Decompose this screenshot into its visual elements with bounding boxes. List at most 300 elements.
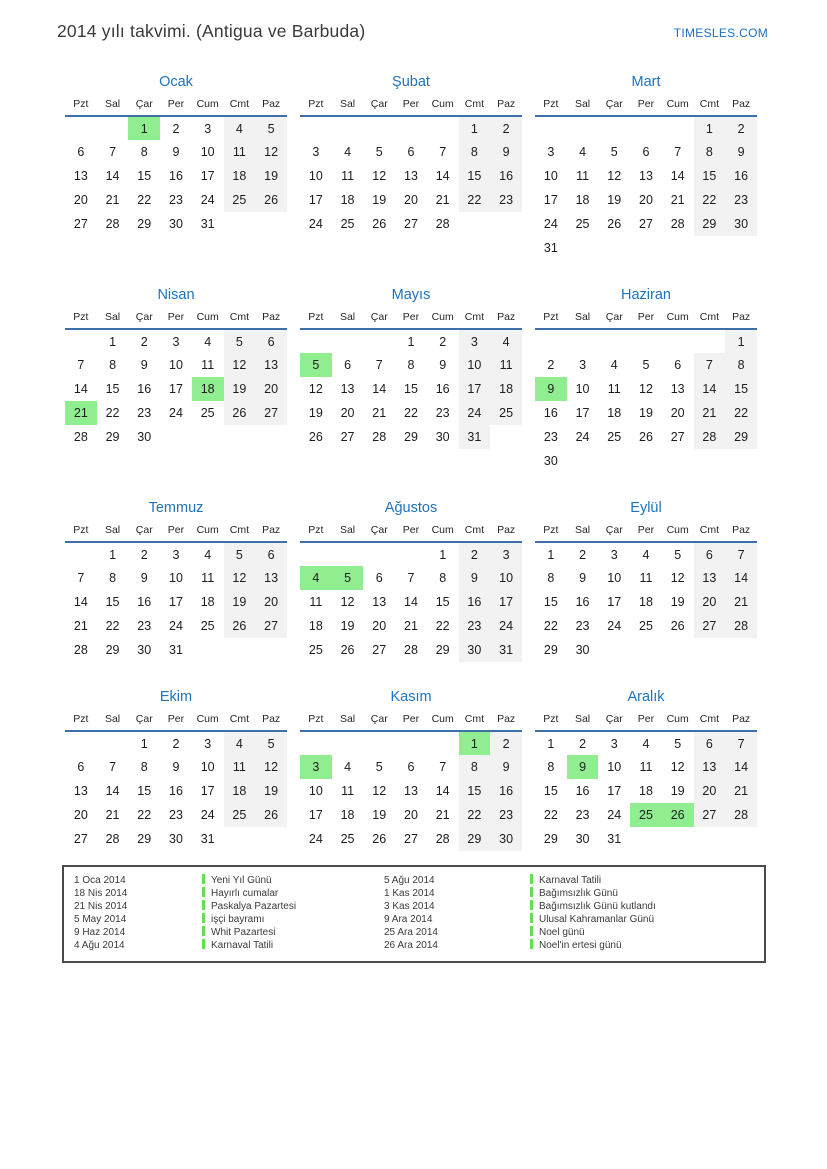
empty-cell xyxy=(598,116,630,140)
day-cell: 26 xyxy=(639,430,653,444)
weekday-header: Sal xyxy=(567,522,599,542)
legend-date: 9 Haz 2014 xyxy=(74,927,126,938)
weekday-header: Paz xyxy=(490,96,522,116)
day-cell: 7 xyxy=(375,358,383,372)
weekday-header: Sal xyxy=(567,711,599,731)
day-cell: 25 xyxy=(224,188,256,212)
month-block-2 xyxy=(300,72,522,236)
empty-cell xyxy=(160,425,192,449)
day-cell: 23 xyxy=(169,193,183,207)
day-cell: 7 xyxy=(439,145,447,159)
day-cell: 2 xyxy=(140,334,148,349)
month-block-6 xyxy=(535,285,757,473)
day-cell: 27 xyxy=(404,832,418,846)
day-cell: 3 xyxy=(204,121,212,136)
day-cell: 22 xyxy=(137,193,152,207)
weekday-header: Pzt xyxy=(65,522,97,542)
timesles-site-link[interactable]: TIMESLES.COM xyxy=(673,26,768,40)
day-cell: 14 xyxy=(105,784,120,798)
day-cell: 6 xyxy=(255,329,287,353)
day-cell: 22 xyxy=(694,188,726,212)
day-cell: 28 xyxy=(372,430,387,444)
day-cell: 6 xyxy=(642,145,650,159)
day-cell: 17 xyxy=(169,595,183,609)
day-cell: 13 xyxy=(404,169,418,183)
day-cell: 30 xyxy=(169,217,183,231)
weekday-header: Per xyxy=(395,309,427,329)
day-cell: 19 xyxy=(670,784,685,798)
day-cell: 6 xyxy=(344,358,352,372)
weekday-header: Pzt xyxy=(65,96,97,116)
day-cell: 19 xyxy=(224,377,256,401)
legend-holiday-entry xyxy=(202,874,382,887)
holiday-marker-icon xyxy=(530,887,533,897)
day-cell: 7 xyxy=(77,358,85,372)
day-cell: 27 xyxy=(255,401,287,425)
day-cell: 24 xyxy=(308,217,323,231)
day-cell: 27 xyxy=(639,217,653,231)
day-cell: 10 xyxy=(169,571,183,585)
empty-cell xyxy=(300,542,332,566)
weekday-header: Paz xyxy=(725,522,757,542)
day-cell: 3 xyxy=(172,547,180,562)
day-cell: 9 xyxy=(172,760,180,774)
month-title: Ocak xyxy=(159,74,193,90)
day-cell: 17 xyxy=(200,169,215,183)
legend-holiday-entry xyxy=(202,900,382,913)
day-cell: 1 xyxy=(547,736,555,751)
legend-date: 4 Ağu 2014 xyxy=(74,940,125,951)
empty-cell xyxy=(363,542,395,566)
day-cell: 13 xyxy=(73,169,88,183)
day-cell: 4 xyxy=(204,547,212,562)
day-cell: 10 xyxy=(543,169,558,183)
day-cell: 22 xyxy=(543,619,558,633)
legend-holiday-entry xyxy=(530,874,758,887)
empty-cell xyxy=(255,425,287,449)
weekday-header: Per xyxy=(395,96,427,116)
day-cell: 16 xyxy=(725,164,757,188)
legend-date: 5 May 2014 xyxy=(74,914,127,925)
empty-cell xyxy=(694,827,726,851)
day-cell: 12 xyxy=(670,760,685,774)
day-cell: 21 xyxy=(725,590,757,614)
weekday-header: Per xyxy=(395,711,427,731)
day-cell: 12 xyxy=(670,571,685,585)
day-cell: 20 xyxy=(404,193,418,207)
day-cell: 5 xyxy=(332,566,364,590)
day-cell: 13 xyxy=(372,595,387,609)
empty-cell xyxy=(255,638,287,662)
day-cell: 6 xyxy=(694,542,726,566)
legend-date: 9 Ara 2014 xyxy=(384,914,433,925)
day-cell: 4 xyxy=(224,116,256,140)
day-cell: 4 xyxy=(579,145,587,159)
weekday-header: Sal xyxy=(332,309,364,329)
empty-cell xyxy=(662,638,694,662)
day-cell: 5 xyxy=(300,353,332,377)
empty-cell xyxy=(567,329,599,353)
day-cell: 12 xyxy=(224,353,256,377)
weekday-header: Sal xyxy=(97,309,129,329)
weekday-header: Paz xyxy=(255,96,287,116)
legend-date: 3 Kas 2014 xyxy=(384,901,435,912)
day-cell: 26 xyxy=(372,217,387,231)
day-cell: 21 xyxy=(73,619,88,633)
empty-cell xyxy=(224,638,256,662)
weekday-header: Çar xyxy=(598,522,630,542)
day-cell: 22 xyxy=(404,406,418,420)
month-title: Ağustos xyxy=(384,500,438,516)
weekday-header: Paz xyxy=(725,309,757,329)
day-cell: 26 xyxy=(662,803,694,827)
legend-date: 5 Ağu 2014 xyxy=(384,875,435,886)
day-cell: 21 xyxy=(105,808,120,822)
day-cell: 5 xyxy=(224,329,256,353)
day-cell: 26 xyxy=(255,188,287,212)
empty-cell xyxy=(332,116,364,140)
day-cell: 22 xyxy=(725,401,757,425)
empty-cell xyxy=(725,638,757,662)
day-cell: 3 xyxy=(459,329,491,353)
empty-cell xyxy=(395,731,427,755)
day-cell: 17 xyxy=(490,590,522,614)
day-cell: 29 xyxy=(105,643,120,657)
weekday-header: Cmt xyxy=(694,522,726,542)
empty-cell xyxy=(255,212,287,236)
day-cell: 8 xyxy=(459,755,491,779)
day-cell: 7 xyxy=(109,760,117,774)
day-cell: 31 xyxy=(200,832,215,846)
month-block-11 xyxy=(300,687,522,851)
day-cell: 24 xyxy=(169,406,183,420)
day-cell: 9 xyxy=(172,145,180,159)
day-cell: 19 xyxy=(340,619,355,633)
day-cell: 14 xyxy=(105,169,120,183)
page-title: 2014 yılı takvimi. (Antigua ve Barbuda) xyxy=(57,21,366,41)
day-cell: 21 xyxy=(65,401,97,425)
weekday-header: Per xyxy=(160,96,192,116)
day-cell: 13 xyxy=(404,784,418,798)
legend-holiday-name: Whit Pazartesi xyxy=(211,927,276,938)
day-cell: 14 xyxy=(372,382,387,396)
weekday-header: Pzt xyxy=(535,522,567,542)
day-cell: 31 xyxy=(459,425,491,449)
weekday-header: Per xyxy=(160,711,192,731)
month-table xyxy=(65,96,287,236)
day-cell: 9 xyxy=(490,140,522,164)
day-cell: 23 xyxy=(725,188,757,212)
day-cell: 29 xyxy=(404,430,418,444)
day-cell: 19 xyxy=(308,406,323,420)
day-cell: 17 xyxy=(459,377,491,401)
day-cell: 8 xyxy=(140,760,148,774)
weekday-header: Çar xyxy=(363,522,395,542)
month-block-10 xyxy=(65,687,287,851)
day-cell: 5 xyxy=(224,542,256,566)
legend-holiday-name: Noel günü xyxy=(539,927,585,938)
empty-cell xyxy=(567,449,599,473)
day-cell: 25 xyxy=(490,401,522,425)
empty-cell xyxy=(630,827,662,851)
day-cell: 3 xyxy=(312,145,320,159)
weekday-header: Cum xyxy=(192,711,224,731)
day-cell: 27 xyxy=(255,614,287,638)
day-cell: 6 xyxy=(77,760,85,774)
legend-holiday-name: Bağımsızlık Günü xyxy=(539,888,618,899)
empty-cell xyxy=(255,827,287,851)
month-title: Mart xyxy=(631,74,661,90)
day-cell: 7 xyxy=(407,571,415,585)
day-cell: 15 xyxy=(137,169,152,183)
legend-holiday-entry xyxy=(202,926,382,939)
empty-cell xyxy=(363,731,395,755)
month-block-4 xyxy=(65,285,287,449)
day-cell: 29 xyxy=(543,832,558,846)
day-cell: 6 xyxy=(407,760,415,774)
day-cell: 4 xyxy=(344,145,352,159)
day-cell: 12 xyxy=(639,382,653,396)
day-cell: 30 xyxy=(435,430,450,444)
day-cell: 14 xyxy=(725,755,757,779)
day-cell: 2 xyxy=(547,358,555,372)
legend-holiday-entry xyxy=(530,900,758,913)
day-cell: 31 xyxy=(607,832,622,846)
month-table xyxy=(300,522,522,662)
empty-cell xyxy=(395,116,427,140)
day-cell: 27 xyxy=(694,614,726,638)
day-cell: 5 xyxy=(255,731,287,755)
month-title: Aralık xyxy=(627,689,665,705)
day-cell: 29 xyxy=(725,425,757,449)
weekday-header: Sal xyxy=(332,522,364,542)
day-cell: 7 xyxy=(725,542,757,566)
day-cell: 24 xyxy=(200,808,215,822)
empty-cell xyxy=(598,329,630,353)
day-cell: 12 xyxy=(255,140,287,164)
empty-cell xyxy=(224,827,256,851)
weekday-header: Per xyxy=(160,522,192,542)
day-cell: 28 xyxy=(73,643,88,657)
month-table xyxy=(300,711,522,851)
day-cell: 21 xyxy=(105,193,120,207)
empty-cell xyxy=(725,236,757,260)
day-cell: 3 xyxy=(490,542,522,566)
day-cell: 20 xyxy=(639,193,653,207)
empty-cell xyxy=(192,425,224,449)
day-cell: 23 xyxy=(169,808,183,822)
day-cell: 23 xyxy=(137,619,152,633)
legend-holiday-name: Yeni Yıl Günü xyxy=(211,875,272,886)
weekday-header: Paz xyxy=(255,522,287,542)
empty-cell xyxy=(598,236,630,260)
empty-cell xyxy=(662,329,694,353)
day-cell: 7 xyxy=(725,731,757,755)
day-cell: 18 xyxy=(639,784,653,798)
weekday-header: Cum xyxy=(662,309,694,329)
day-cell: 13 xyxy=(73,784,88,798)
weekday-header: Per xyxy=(630,522,662,542)
day-cell: 2 xyxy=(172,121,180,136)
holiday-marker-icon xyxy=(530,874,533,884)
day-cell: 29 xyxy=(543,643,558,657)
weekday-header: Cum xyxy=(662,711,694,731)
empty-cell xyxy=(630,638,662,662)
day-cell: 8 xyxy=(725,353,757,377)
day-cell: 25 xyxy=(575,217,590,231)
weekday-header: Cum xyxy=(427,711,459,731)
month-table xyxy=(300,309,522,449)
day-cell: 25 xyxy=(340,832,355,846)
day-cell: 9 xyxy=(567,755,599,779)
day-cell: 18 xyxy=(224,779,256,803)
weekday-header: Sal xyxy=(97,522,129,542)
day-cell: 10 xyxy=(575,382,590,396)
day-cell: 8 xyxy=(109,358,117,372)
legend-holiday-name: Karnaval Tatili xyxy=(539,875,602,886)
day-cell: 23 xyxy=(459,614,491,638)
legend-date: 1 Oca 2014 xyxy=(74,875,126,886)
day-cell: 18 xyxy=(639,595,653,609)
day-cell: 20 xyxy=(694,590,726,614)
day-cell: 4 xyxy=(300,566,332,590)
day-cell: 3 xyxy=(172,334,180,349)
day-cell: 10 xyxy=(169,358,183,372)
day-cell: 1 xyxy=(140,736,148,751)
weekday-header: Çar xyxy=(128,522,160,542)
day-cell: 24 xyxy=(607,808,622,822)
day-cell: 23 xyxy=(543,430,558,444)
day-cell: 11 xyxy=(639,571,653,585)
day-cell: 2 xyxy=(579,547,587,562)
month-title: Mayıs xyxy=(391,287,431,303)
day-cell: 9 xyxy=(535,377,567,401)
day-cell: 30 xyxy=(575,643,590,657)
day-cell: 15 xyxy=(543,595,558,609)
day-cell: 15 xyxy=(459,164,491,188)
day-cell: 9 xyxy=(140,358,148,372)
day-cell: 16 xyxy=(169,169,183,183)
holiday-marker-icon xyxy=(202,926,205,936)
day-cell: 8 xyxy=(439,571,447,585)
day-cell: 23 xyxy=(575,619,590,633)
holiday-marker-icon xyxy=(202,900,205,910)
day-cell: 2 xyxy=(725,116,757,140)
day-cell: 26 xyxy=(670,619,685,633)
empty-cell xyxy=(97,116,129,140)
empty-cell xyxy=(630,329,662,353)
month-table xyxy=(535,522,757,662)
day-cell: 4 xyxy=(224,731,256,755)
legend-holiday-entry xyxy=(530,939,758,952)
day-cell: 9 xyxy=(140,571,148,585)
day-cell: 7 xyxy=(439,760,447,774)
weekday-header: Sal xyxy=(332,96,364,116)
day-cell: 18 xyxy=(224,164,256,188)
day-cell: 3 xyxy=(300,755,332,779)
day-cell: 31 xyxy=(543,241,558,255)
day-cell: 21 xyxy=(725,779,757,803)
day-cell: 20 xyxy=(73,193,88,207)
month-title: Temmuz xyxy=(148,500,204,516)
day-cell: 29 xyxy=(137,217,152,231)
day-cell: 28 xyxy=(435,832,450,846)
day-cell: 27 xyxy=(670,430,685,444)
day-cell: 29 xyxy=(694,212,726,236)
day-cell: 11 xyxy=(341,784,355,798)
empty-cell xyxy=(427,731,459,755)
day-cell: 4 xyxy=(344,760,352,774)
month-title: Eylül xyxy=(630,500,662,516)
day-cell: 1 xyxy=(694,116,726,140)
empty-cell xyxy=(598,638,630,662)
day-cell: 14 xyxy=(435,169,450,183)
day-cell: 18 xyxy=(490,377,522,401)
day-cell: 28 xyxy=(725,803,757,827)
legend-date: 21 Nis 2014 xyxy=(74,901,128,912)
day-cell: 20 xyxy=(404,808,418,822)
day-cell: 16 xyxy=(459,590,491,614)
day-cell: 7 xyxy=(694,353,726,377)
weekday-header: Pzt xyxy=(535,711,567,731)
day-cell: 30 xyxy=(490,827,522,851)
day-cell: 24 xyxy=(459,401,491,425)
day-cell: 19 xyxy=(607,193,622,207)
day-cell: 16 xyxy=(490,164,522,188)
day-cell: 8 xyxy=(407,358,415,372)
month-table xyxy=(65,522,287,662)
empty-cell xyxy=(662,236,694,260)
day-cell: 10 xyxy=(308,784,323,798)
day-cell: 2 xyxy=(439,334,447,349)
day-cell: 20 xyxy=(255,590,287,614)
day-cell: 11 xyxy=(490,353,522,377)
day-cell: 21 xyxy=(435,808,450,822)
day-cell: 11 xyxy=(639,760,653,774)
legend-date: 25 Ara 2014 xyxy=(384,927,438,938)
day-cell: 28 xyxy=(694,425,726,449)
weekday-header: Sal xyxy=(567,309,599,329)
day-cell: 25 xyxy=(607,430,622,444)
day-cell: 22 xyxy=(459,803,491,827)
day-cell: 7 xyxy=(674,145,682,159)
day-cell: 23 xyxy=(575,808,590,822)
day-cell: 23 xyxy=(490,188,522,212)
day-cell: 11 xyxy=(201,358,215,372)
month-title: Nisan xyxy=(157,287,195,303)
empty-cell xyxy=(630,116,662,140)
day-cell: 10 xyxy=(490,566,522,590)
day-cell: 26 xyxy=(224,614,256,638)
day-cell: 30 xyxy=(137,430,152,444)
weekday-header: Paz xyxy=(490,522,522,542)
weekday-header: Pzt xyxy=(300,522,332,542)
holiday-marker-icon xyxy=(530,926,533,936)
empty-cell xyxy=(662,116,694,140)
day-cell: 13 xyxy=(670,382,685,396)
day-cell: 19 xyxy=(372,808,387,822)
day-cell: 11 xyxy=(224,755,256,779)
day-cell: 2 xyxy=(490,731,522,755)
weekday-header: Çar xyxy=(363,96,395,116)
day-cell: 31 xyxy=(200,217,215,231)
day-cell: 2 xyxy=(172,736,180,751)
day-cell: 12 xyxy=(607,169,622,183)
day-cell: 9 xyxy=(490,755,522,779)
day-cell: 15 xyxy=(459,779,491,803)
weekday-header: Cmt xyxy=(459,522,491,542)
day-cell: 17 xyxy=(575,406,590,420)
